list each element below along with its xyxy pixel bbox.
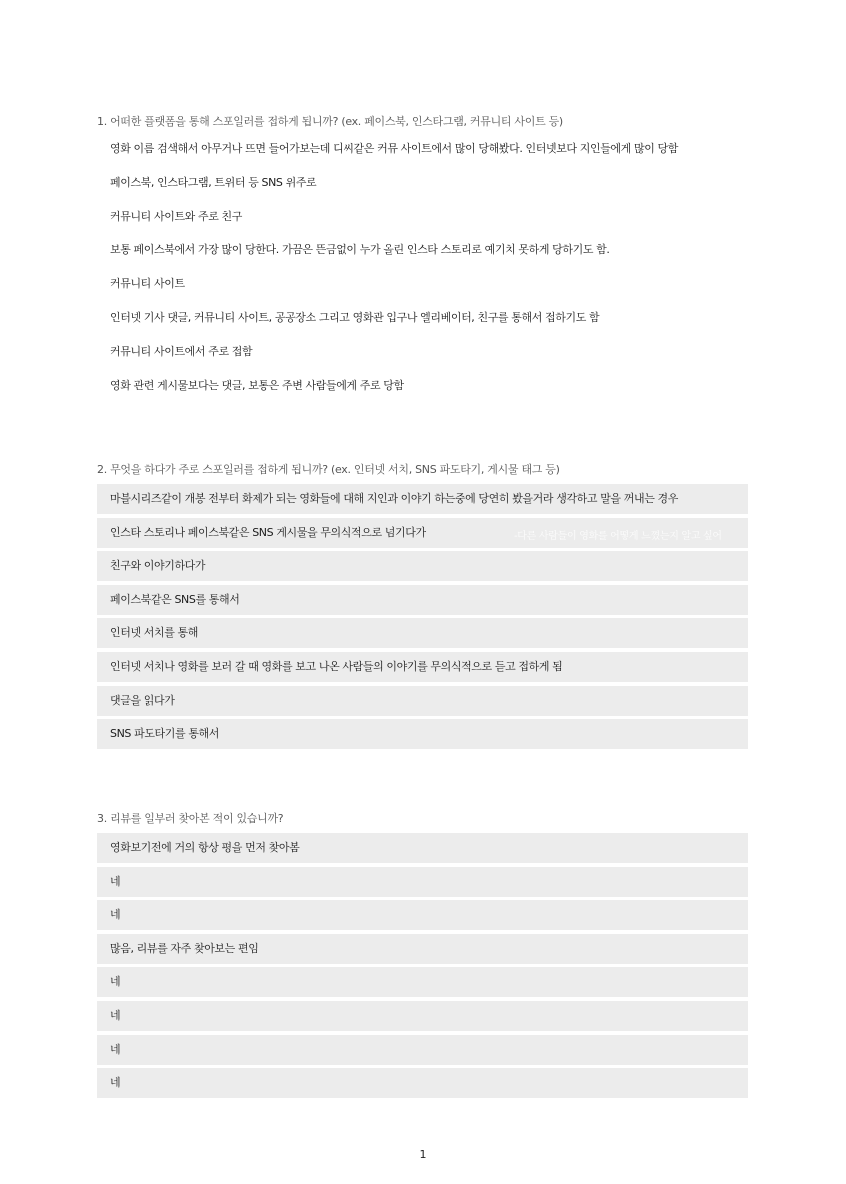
page-number: 1 [419, 1148, 427, 1161]
answer-row: 인터넷 서치를 통해 [97, 618, 748, 648]
question-2-title: 2. 무엇을 하다가 주로 스포일러를 접하게 됩니까? (ex. 인터넷 서치, SNS 파도타기, 게시물 태그 등) [97, 463, 560, 476]
answer-row: 인터넷 서치나 영화를 보러 갈 때 영화를 보고 나온 사람들의 이야기를 무의식적으로 듣고 접하게 됨 [97, 652, 748, 682]
answer-row: 네 [97, 867, 748, 897]
question-1-title: 1. 어떠한 플랫폼을 통해 스포일러를 접하게 됩니까? (ex. 페이스북, 인스타그램, 커뮤니티 사이트 등) [97, 115, 563, 128]
answer-row: 네 [97, 1035, 748, 1065]
answer-row: 네 [97, 967, 748, 997]
answer-item: 페이스북, 인스타그램, 트위터 등 SNS 위주로 [110, 175, 317, 189]
answer-row: 영화보기전에 거의 항상 평을 먼저 찾아봄 [97, 833, 748, 863]
answer-row: 네 [97, 900, 748, 930]
question-1-section [97, 113, 748, 402]
answer-row: SNS 파도타기를 통해서 [97, 719, 748, 749]
answer-row: 페이스북같은 SNS를 통해서 [97, 585, 748, 615]
answer-list [97, 833, 748, 1098]
answer-item: 보통 페이스북에서 가장 많이 당한다. 가끔은 뜬금없이 누가 올린 인스타 스토리로 예기치 못하게 당하기도 함. [110, 243, 610, 257]
answer-row: 댓글을 읽다가 [97, 686, 748, 716]
question-3-title: 3. 리뷰를 일부러 찾아본 적이 있습니까? [97, 812, 284, 825]
answer-list [97, 484, 748, 749]
question-2-section [97, 461, 748, 753]
answer-item: 영화 관련 게시물보다는 댓글, 보통은 주변 사람들에게 주로 당함 [110, 378, 404, 392]
answer-list [97, 132, 748, 402]
faded-overlay-text: -다른 사람들이 영화를 어떻게 느꼈는지 알고 싶어 [514, 531, 722, 542]
answer-item: 커뮤니티 사이트에서 주로 접함 [110, 344, 253, 358]
answer-row: 인스타 스토리나 페이스북같은 SNS 게시물을 무의식적으로 넘기다가 [97, 518, 748, 548]
answer-row: 친구와 이야기하다가 [97, 551, 748, 581]
answer-row: 네 [97, 1001, 748, 1031]
answer-row: 많음, 리뷰를 자주 찾아보는 편임 [97, 934, 748, 964]
question-3-section [97, 810, 748, 1102]
answer-row: 마블시리즈같이 개봉 전부터 화제가 되는 영화들에 대해 지인과 이야기 하는중에 당연히 봤을거라 생각하고 말을 꺼내는 경우 [97, 484, 748, 514]
answer-item: 커뮤니티 사이트 [110, 277, 185, 291]
answer-row: 네 [97, 1068, 748, 1098]
answer-item: 커뮤니티 사이트와 주로 친구 [110, 209, 243, 223]
answer-item: 영화 이름 검색해서 아무거나 뜨면 들어가보는데 디씨같은 커뮤 사이트에서 많이 당해봤다. 인터넷보다 지인들에게 많이 당함 [110, 142, 678, 155]
answer-item: 인터넷 기사 댓글, 커뮤니티 사이트, 공공장소 그리고 영화관 입구나 엘리베이터, 친구를 통해서 접하기도 함 [110, 310, 600, 324]
